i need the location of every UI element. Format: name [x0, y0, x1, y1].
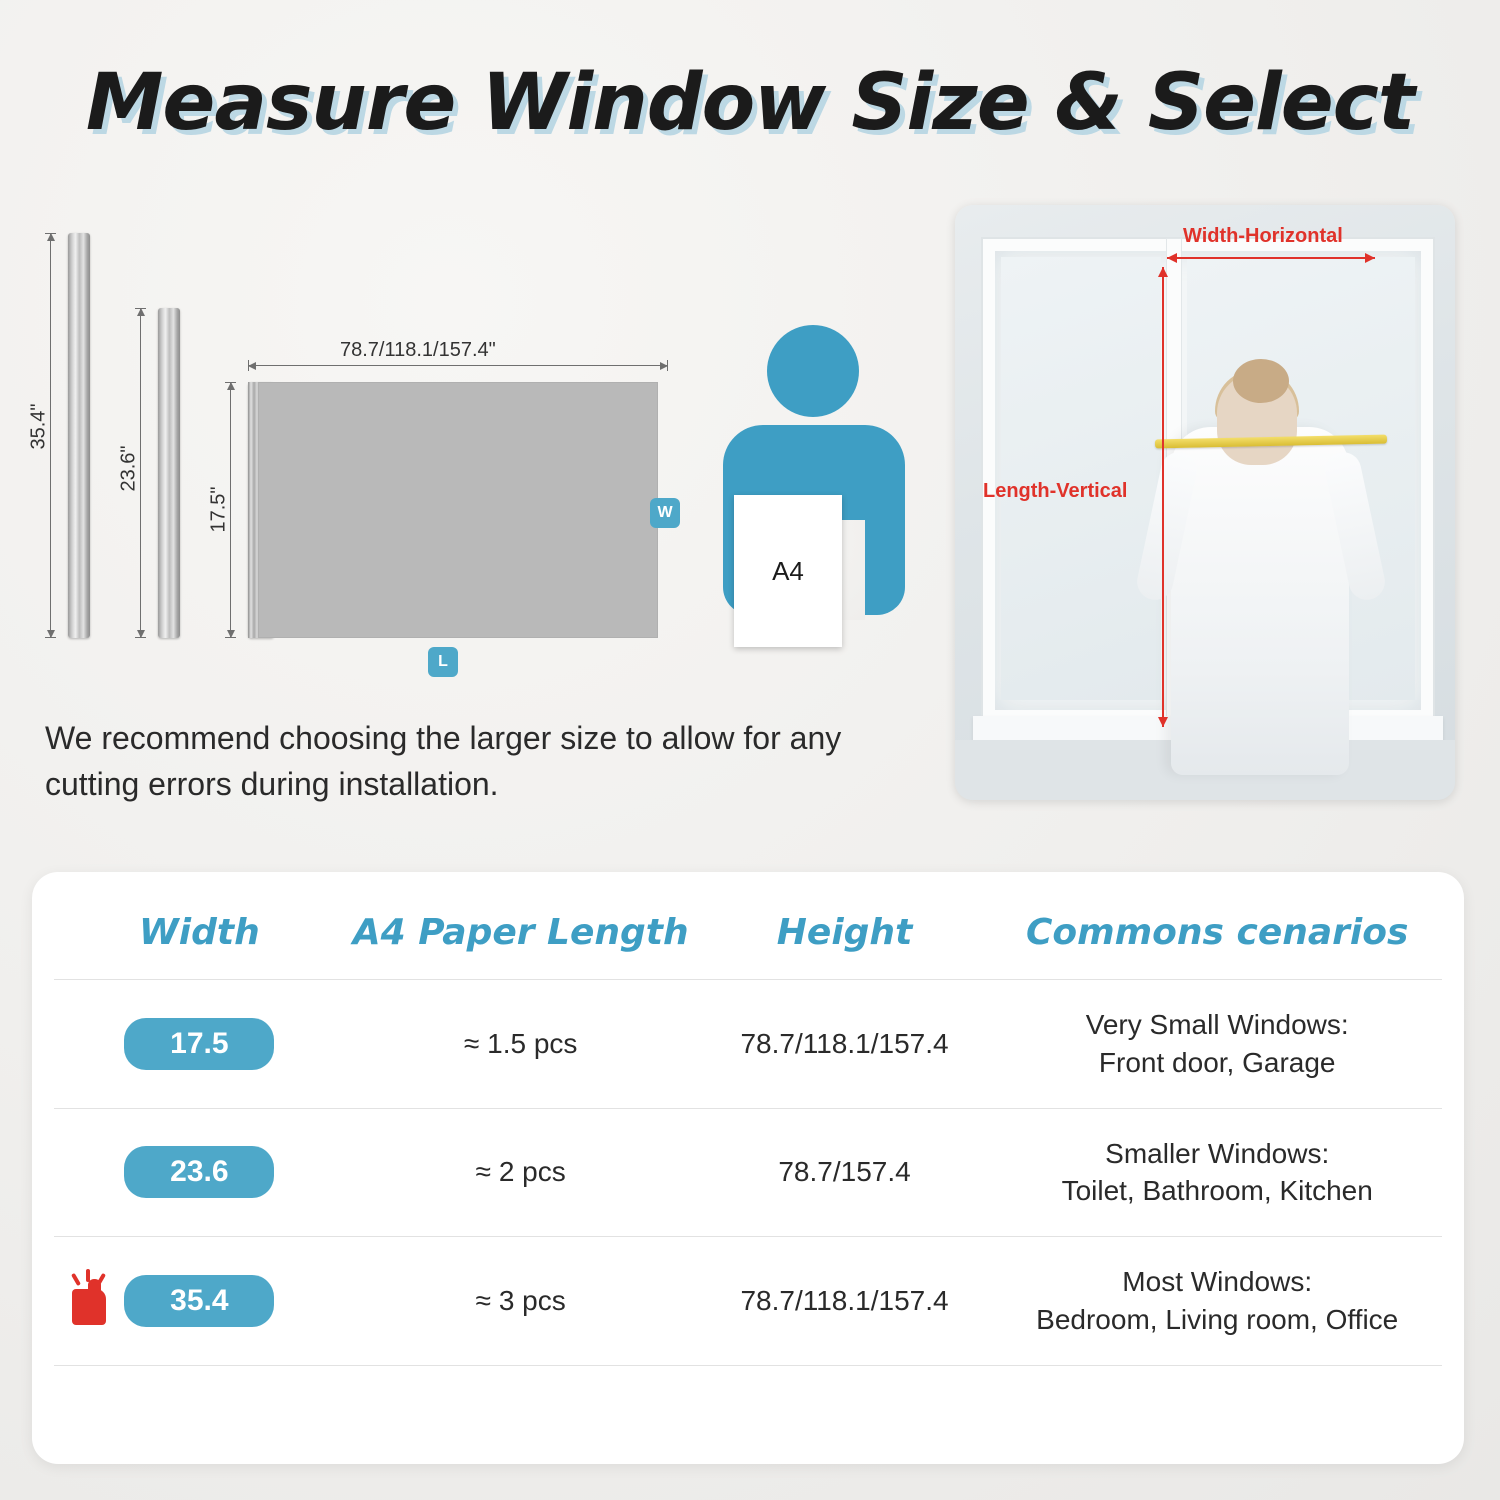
cell-a4: ≈ 1.5 pcs	[345, 980, 697, 1109]
length-badge: L	[428, 647, 458, 677]
cell-width	[54, 980, 345, 1109]
window-pane-left	[1001, 257, 1161, 700]
size-table	[54, 894, 1442, 1366]
dimension-label-width: 78.7/118.1/157.4"	[340, 339, 496, 361]
cell-a4: ≈ 3 pcs	[345, 1237, 697, 1366]
scenario-line-2: Toilet, Bathroom, Kitchen	[1061, 1175, 1373, 1207]
cell-scenario	[992, 1237, 1442, 1366]
header-width: Width	[139, 912, 260, 953]
table-row	[54, 1237, 1442, 1366]
film-roll-large	[68, 233, 90, 638]
length-annotation-label: Length-Vertical	[983, 480, 1128, 502]
cell-a4: ≈ 2 pcs	[345, 1108, 697, 1237]
width-annotation-label: Width-Horizontal	[1183, 225, 1343, 247]
table-header-row	[54, 894, 1442, 980]
measuring-photo	[955, 205, 1455, 800]
width-value-pill: 17.5	[124, 1018, 274, 1070]
cell-width	[54, 1237, 345, 1366]
cell-height: 78.7/118.1/157.4	[697, 1237, 993, 1366]
dimension-label-17: 17.5"	[207, 486, 230, 533]
scenario-line-1: Most Windows:	[1122, 1266, 1313, 1298]
header-height: Height	[776, 912, 913, 953]
film-roll-medium	[158, 308, 180, 638]
thumbs-up-icon	[66, 1273, 120, 1329]
table-row	[54, 1108, 1442, 1237]
recommendation-text: We recommend choosing the larger size to allow for any cutting errors during installation.	[45, 720, 842, 803]
page-title: Measure Window Size & Select	[85, 58, 1415, 148]
product-size-diagram	[27, 215, 940, 695]
width-badge: W	[650, 498, 680, 528]
cell-height: 78.7/157.4	[697, 1108, 993, 1237]
cell-width	[54, 1108, 345, 1237]
header-a4-paper-length: A4 Paper Length	[352, 912, 689, 953]
scenario-line-2: Bedroom, Living room, Office	[1036, 1303, 1399, 1335]
scenario-line-1: Smaller Windows:	[1105, 1137, 1330, 1169]
a4-paper: A4	[734, 495, 842, 647]
dimension-line-width	[248, 365, 668, 366]
table-row	[54, 980, 1442, 1109]
scenario-line-2: Front door, Garage	[1098, 1046, 1336, 1078]
dimension-label-23: 23.6"	[117, 445, 140, 492]
cell-height: 78.7/118.1/157.4	[697, 980, 993, 1109]
dimension-label-35: 35.4"	[27, 403, 50, 450]
person-measuring	[1145, 355, 1380, 775]
width-value-pill: 23.6	[124, 1146, 274, 1198]
film-sheet	[258, 382, 658, 638]
length-arrow	[1162, 267, 1164, 727]
header-common-scenarios: Commons cenarios	[1025, 912, 1409, 953]
scenario-line-1: Very Small Windows:	[1085, 1009, 1349, 1040]
width-arrow	[1167, 257, 1375, 259]
cell-scenario	[992, 1108, 1442, 1237]
size-table-card	[32, 872, 1464, 1464]
width-value-pill: 35.4	[124, 1275, 274, 1327]
cell-scenario	[992, 980, 1442, 1109]
